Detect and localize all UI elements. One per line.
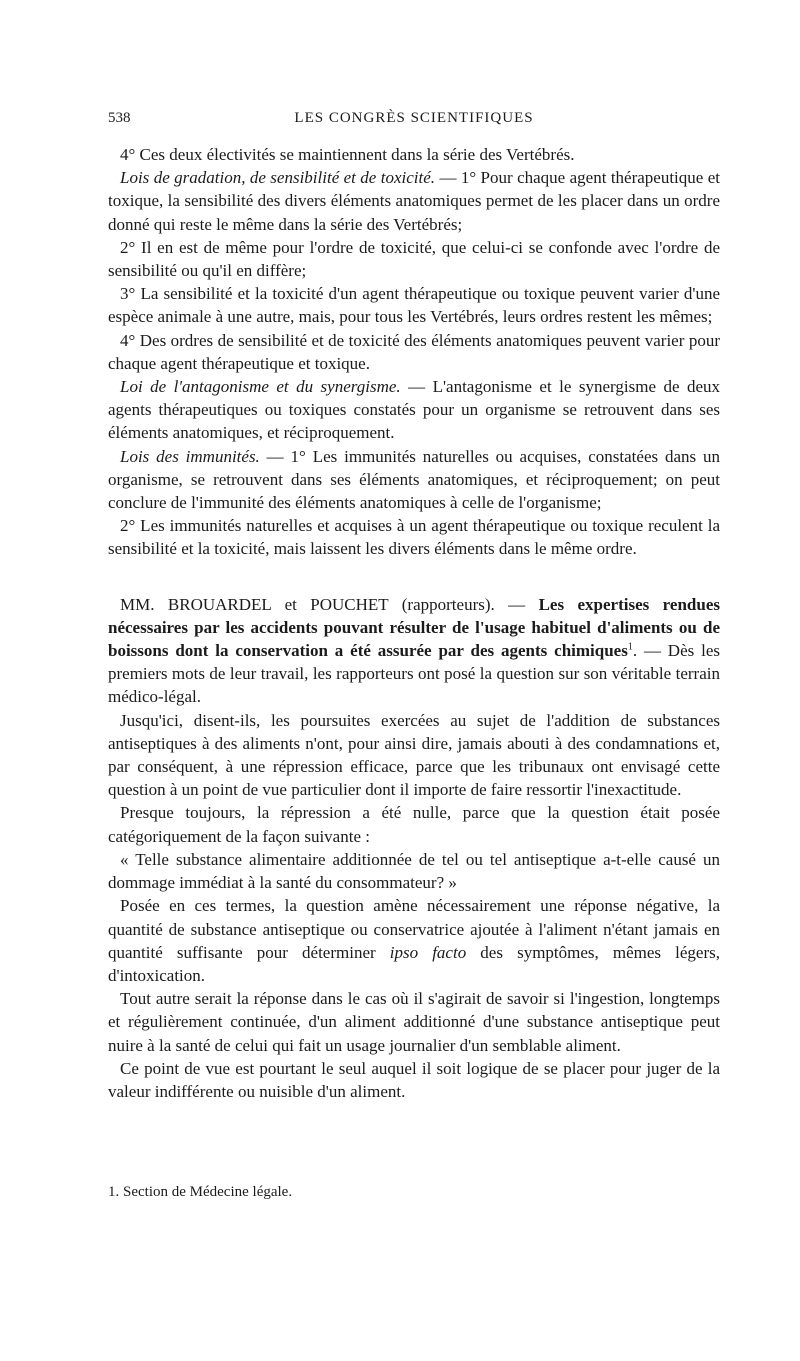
paragraph: Ce point de vue est pourtant le seul auquel il soit logique de se placer pour juger de la valeur indifférente ou nuisible d'un aliment. [108,1058,720,1101]
paragraph: Loi de l'antagonisme et du synergisme. — L'antagonisme et le synergisme de deux agents thérapeutiques ou toxiques constatés pour un organisme se retrouvent dans ses éléments anatomiques, et réciproquement. [108,377,721,443]
paragraph: 4° Des ordres de sensibilité et de toxicité des éléments anatomiques peuvent varier pour chaque agent thérapeutique et toxique. [108,330,720,373]
paragraph: Lois de gradation, de sensibilité et de toxicité. — 1° Pour chaque agent thérapeutique et toxique, la sensibilité des divers éléments anatomiques permet de les placer dans un ordre donné qui reste le même dans la série des Vertébrés; [108,168,720,234]
paragraph: « Telle substance alimentaire additionnée de tel ou tel antiseptique a-t-elle causé un dommage immédiat à la santé du consommateur? » [108,849,720,893]
section-label: Loi de l'antagonisme et du synergisme. [120,377,401,397]
paragraph: 2° Les immunités naturelles et acquises à un agent thérapeutique ou toxique reculent la sensibilité et la toxicité, mais laissent les divers éléments dans le même ordre. [108,516,720,559]
paragraph: MM. BROUARDEL et POUCHET (rapporteurs). — Les expertises rendues nécessaires par les accidents pouvant résulter de l'usage habituel d'aliments ou de boissons dont la conservation a été assurée par des agents chimiques$^1$. — Dès les premiers mots de leur travail, les rapporteurs ont posé la question sur son véritable terrain médico-légal. [108,594,721,707]
report-title: Les expertises rendues nécessaires par les accidents pouvant résulter de l'usage habituel d'aliments ou de boissons dont la conservation a été assurée par des agents chimiques [108,594,720,661]
paragraph: 2° Il en est de même pour l'ordre de toxicité, que celui-ci se confonde avec l'ordre de sensibilité ou qu'il en diffère; [108,237,720,281]
running-title: LES CONGRÈS SCIENTIFIQUES [294,110,534,126]
paragraph: Jusqu'ici, disent-ils, les poursuites exercées au sujet de l'addition de substances antiseptiques à des aliments n'ont, pour ainsi dire, jamais abouti à des condamnations et, par conséquent, à une répression efficace, parce que les tribunaux ont envisagé cette question à un point de vue particulier dont il importe de faire ressortir l'inexactitude. [108,710,720,800]
section-label: Lois de gradation, de sensibilité et de toxicité. [120,168,436,188]
footnote-ref: 1 [627,641,633,653]
footnote: 1. Section de Médecine légale. [108,1184,293,1200]
page-number: 538 [108,110,131,126]
paragraph: Posée en ces termes, la question amène nécessairement une réponse négative, la quantité de substance antiseptique ou conservatrice ajoutée à l'aliment n'étant jamais en quantité suffisante pour déterminer ipso facto des symptômes, mêmes légers, d'intoxication. [108,896,720,985]
paragraph: 4° Ces deux électivités se maintiennent dans la série des Vertébrés. [120,145,575,164]
running-header [108,110,720,136]
section-label: Lois des immunités. [120,446,260,466]
body-text [108,143,720,1103]
paragraph: 3° La sensibilité et la toxicité d'un agent thérapeutique ou toxique peuvent varier d'une espèce animale à une autre, mais, pour tous les Vertébrés, leurs ordres restent les mêmes; [108,284,720,327]
authors: MM. BROUARDEL et POUCHET (rapporteurs). — [120,594,539,614]
paragraph: Tout autre serait la réponse dans le cas où il s'agirait de savoir si l'ingestion, longtemps et régulièrement continuée, d'un aliment additionné d'une substance antiseptique peut nuire à la santé de celui qui fait un usage journalier d'un semblable aliment. [108,989,720,1055]
paragraph: Presque toujours, la répression a été nulle, parce que la question était posée catégoriquement de la façon suivante : [108,803,720,846]
paragraph: Lois des immunités. — 1° Les immunités naturelles ou acquises, constatées dans un organisme, se retrouvent dans ses éléments anatomiques, et réciproquement; on peut conclure de l'immunité des éléments anatomiques à celle de l'organisme; [108,446,720,513]
